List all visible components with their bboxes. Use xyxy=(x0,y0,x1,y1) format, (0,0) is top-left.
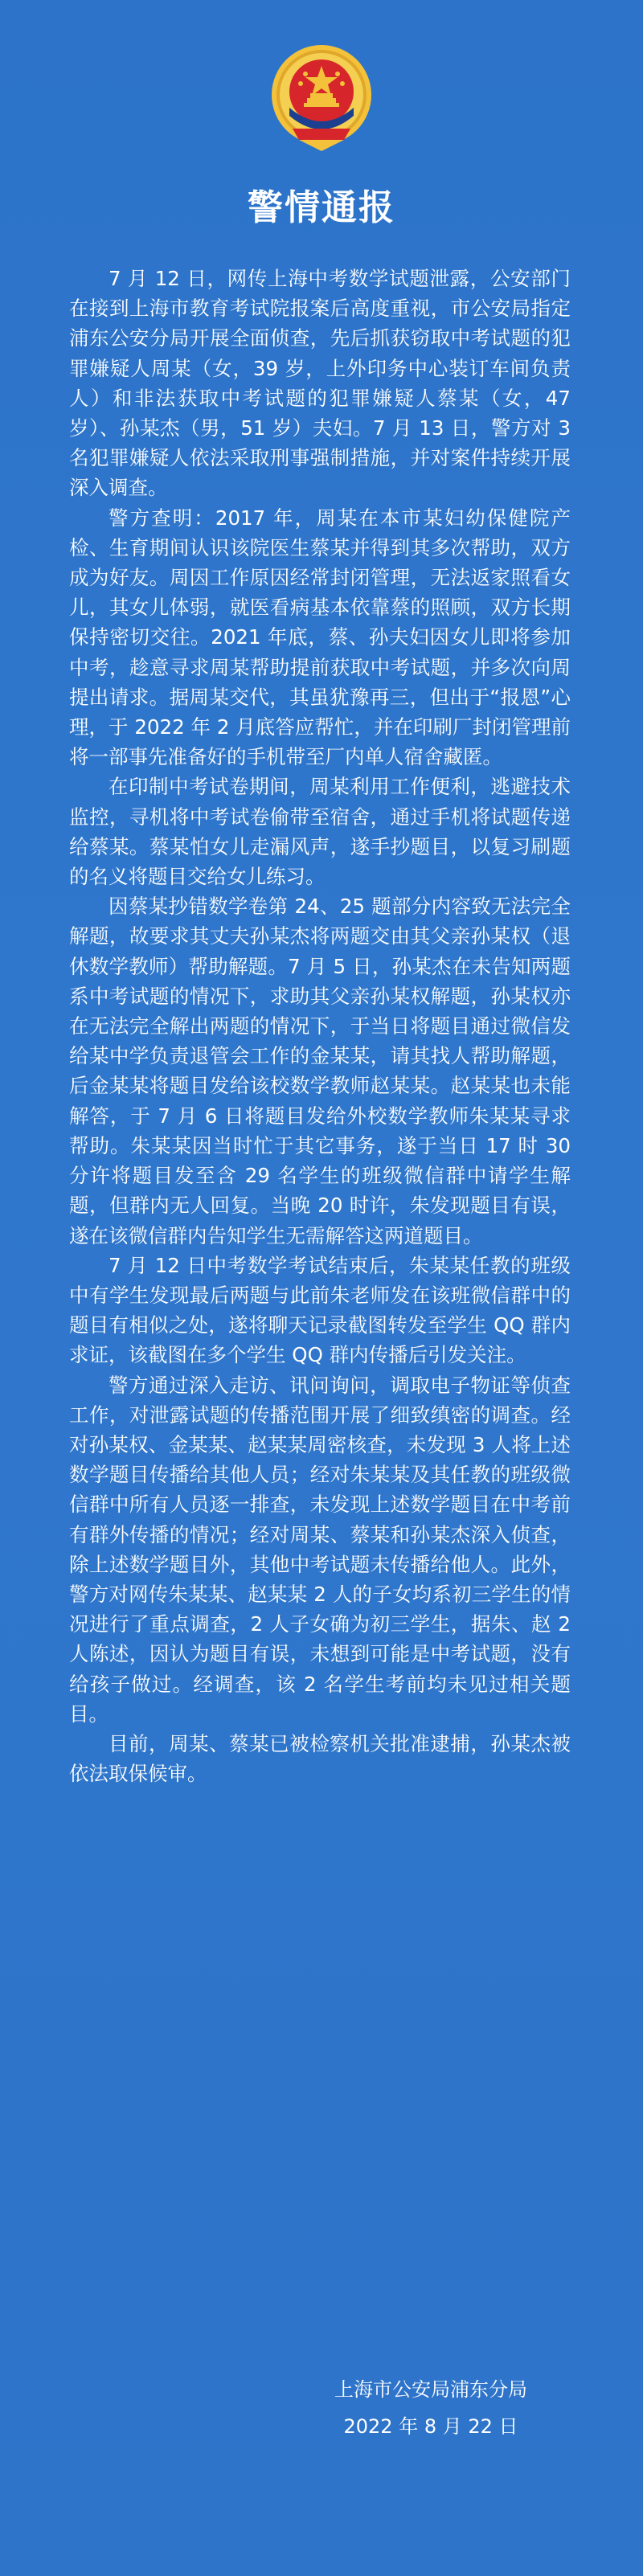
police-emblem-icon xyxy=(264,39,379,154)
paragraph-spread: 因蔡某抄错数学卷第 24、25 题部分内容致无法完全解题，故要求其丈夫孙某杰将两题交由其父亲孙某权（退休数学教师）帮助解题。7 月 5 日，孙某杰在未告知两题系中考试题的情况下，求助其父亲孙某权解题，孙某权亦在无法完全解出两题的情况下，于当日将题目通过微信发给某中学负责退管会工作的金某某，请其找人帮助解题，后金某某将题目发给该校数学教师赵某某。赵某某也未能解答，于 7 月 6 日将题目发给外校数学教师朱某某寻求帮助。朱某某因当时忙于其它事务，遂于当日 17 时 30 分许将题目发至含 29 名学生的班级微信群中请学生解题，但群内无人回复。当晚 20 时许，朱发现题目有误，遂在该微信群内告知学生无需解答这两道题目。 xyxy=(69,895,571,1247)
paragraph-findings: 警方查明：2017 年，周某在本市某妇幼保健院产检、生育期间认识该院医生蔡某并得到其多次帮助，双方成为好友。周因工作原因经常封闭管理，无法返家照看女儿，其女儿体弱，就医看病基本依靠蔡的照顾，双方长期保持密切交往。2021 年底，蔡、孙夫妇因女儿即将参加中考，趁意寻求周某帮助提前获取中考试题，并多次向周提出请求。据周某交代，其虽犹豫再三，但出于“报恩”心理，于 2022 年 2 月底答应帮忙，并在印刷厂封闭管理前将一部事先准备好的手机带至厂内单人宿舍藏匿。 xyxy=(69,506,571,769)
paragraph-investigation: 警方通过深入走访、讯问询问，调取电子物证等侦查工作，对泄露试题的传播范围开展了细致缜密的调查。经对孙某权、金某某、赵某某周密核查，未发现 3 人将上述数学题目传播给其他人员；经对朱某某及其任教的班级微信群中所有人员逐一排查，未发现上述数学题目在中考前有群外传播的情况；经对周某、蔡某和孙某杰深入侦查，除上述数学题目外，其他中考试题未传播给他人。此外，警方对网传朱某某、赵某某 2 人的子女均系初三学生的情况进行了重点调查，2 人子女确为初三学生，据朱、赵 2 人陈述，因认为题目有误，未想到可能是中考试题，没有给孩子做过。经调查，该 2 名学生考前均未见过相关题目。 xyxy=(69,1373,571,1726)
paragraph-exam-day: 7 月 12 日中考数学考试结束后，朱某某任教的班级中有学生发现最后两题与此前朱老师发在该班微信群中的题目有相似之处，遂将聊天记录截图转发至学生 QQ 群内求证，该截图在多个学生 QQ 群内传播后引发关注。 xyxy=(69,1253,571,1367)
paragraph-incident: 7 月 12 日，网传上海中考数学试题泄露，公安部门在接到上海市教育考试院报案后高度重视，市公安局指定浦东公安分局开展全面侦查，先后抓获窃取中考试题的犯罪嫌疑人周某（女，39 岁，上外印务中心装订车间负责人）和非法获取中考试题的犯罪嫌疑人蔡某（女，47 岁）、孙某杰（男，51 岁）夫妇。7 月 13 日，警方对 3 名犯罪嫌疑人依法采取刑事强制措施，并对案件持续开展深入调查。 xyxy=(69,267,571,500)
paragraph-printing: 在印制中考试卷期间，周某利用工作便利，逃避技术监控，寻机将中考试卷偷带至宿舍，通过手机将试题传递给蔡某。蔡某怕女儿走漏风声，遂手抄题目，以复习刷题的名义将题目交给女儿练习。 xyxy=(69,775,571,889)
signature-organization: 上海市公安局浦东分局 xyxy=(334,2378,527,2401)
notice-body xyxy=(69,264,571,1788)
notice-title: 警情通报 xyxy=(248,187,395,228)
signature-block xyxy=(334,2371,527,2445)
paragraph-status: 目前，周某、蔡某已被检察机关批准逮捕，孙某杰被依法取保候审。 xyxy=(69,1731,571,1786)
signature-date: 2022 年 8 月 22 日 xyxy=(343,2415,518,2438)
